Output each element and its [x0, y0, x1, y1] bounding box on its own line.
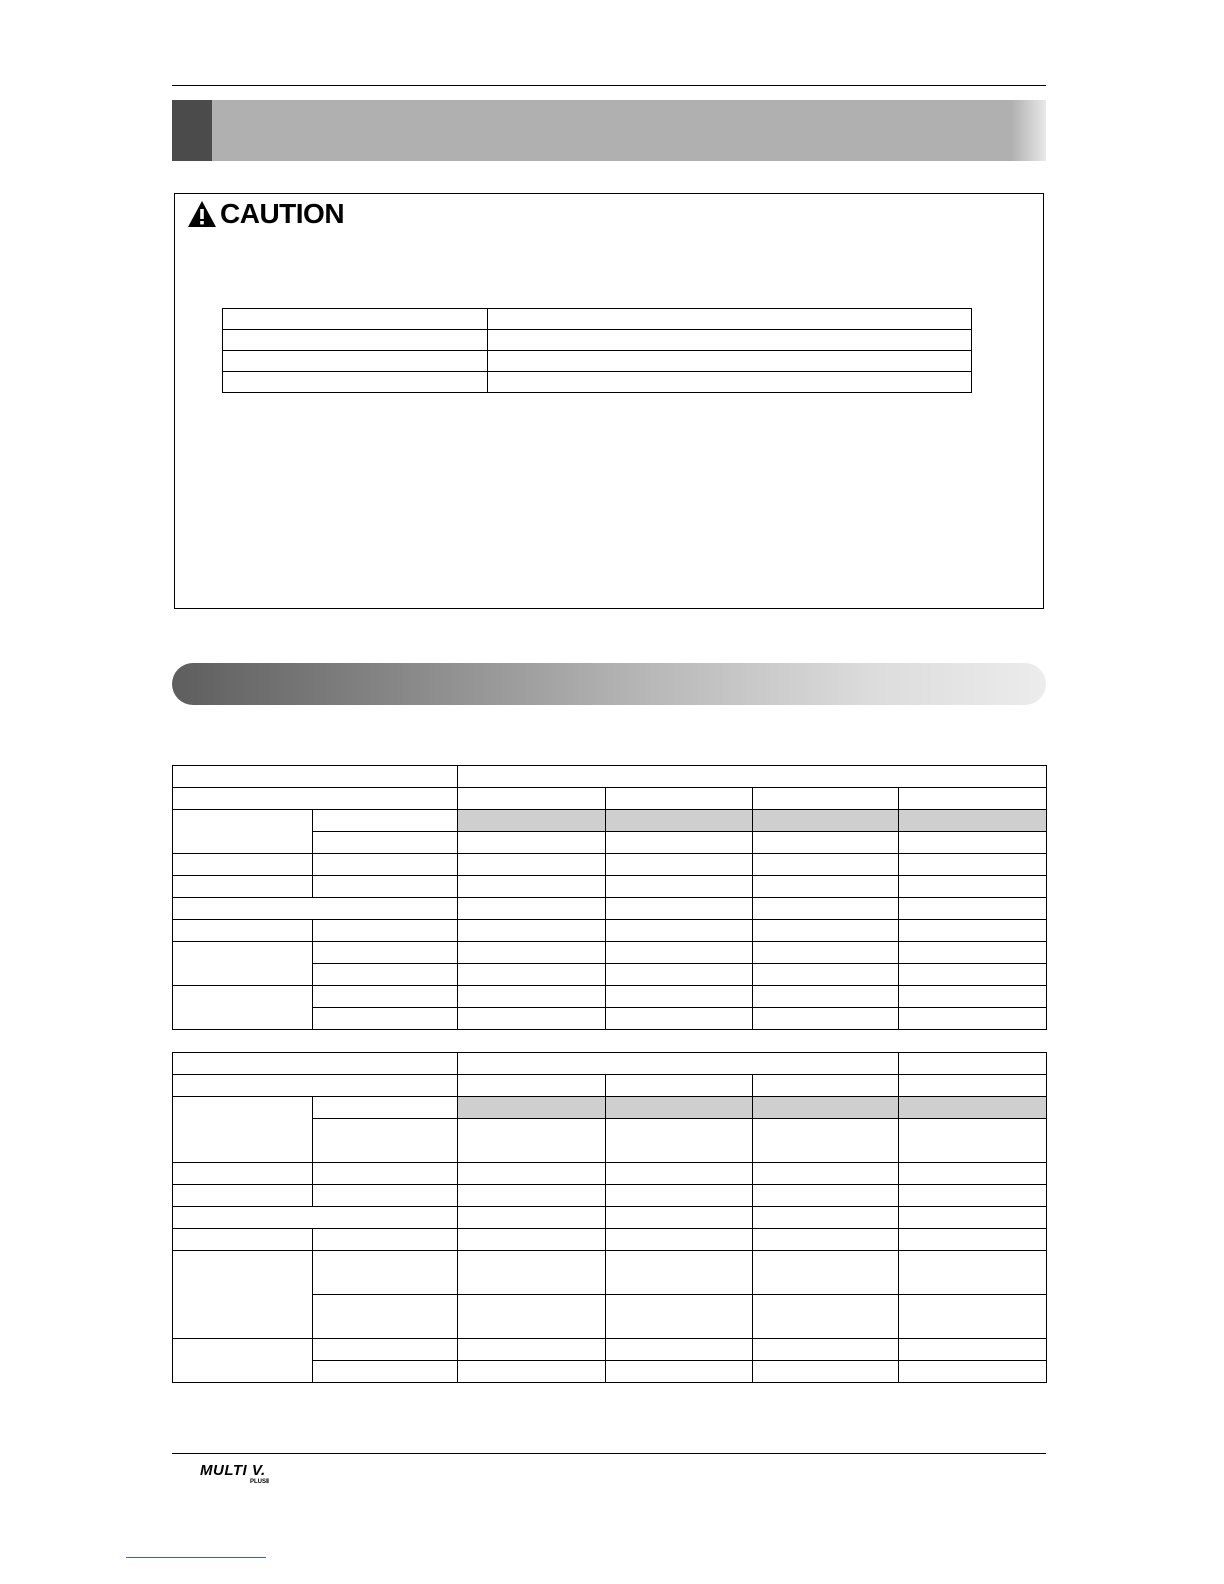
table-shaded-cell [899, 1097, 1047, 1119]
table-cell [899, 832, 1047, 854]
table-row-label [173, 1185, 313, 1207]
table-cell [899, 1008, 1047, 1030]
table-row-label [173, 1163, 313, 1185]
table-cell [606, 1295, 753, 1339]
table-cell [753, 832, 899, 854]
table-header-cell [173, 766, 458, 788]
table-cell [606, 1119, 753, 1163]
table-header-cell [458, 1053, 899, 1075]
table-cell [899, 854, 1047, 876]
table-cell [458, 1361, 606, 1383]
table-cell [458, 898, 606, 920]
table-cell [458, 1119, 606, 1163]
table-cell [313, 854, 458, 876]
bottom-rule [172, 1453, 1046, 1454]
table-cell [313, 1008, 458, 1030]
table-cell [606, 832, 753, 854]
table-row-label [173, 1251, 313, 1339]
table-cell [899, 942, 1047, 964]
table-model-cell [753, 788, 899, 810]
table-cell [313, 986, 458, 1008]
table-cell [313, 1361, 458, 1383]
spec-table-1 [172, 765, 1047, 1030]
table-cell [899, 1207, 1047, 1229]
table-cell [606, 942, 753, 964]
caution-table-cell [488, 330, 972, 351]
table-cell [313, 1251, 458, 1295]
table-cell [458, 854, 606, 876]
table-cell [606, 898, 753, 920]
table-cell [606, 1163, 753, 1185]
table-cell [899, 920, 1047, 942]
table-cell [899, 1251, 1047, 1295]
table-cell [313, 876, 458, 898]
table-row-label [173, 1097, 313, 1163]
table-cell [313, 942, 458, 964]
table-cell [458, 1207, 606, 1229]
table-row-label [173, 854, 313, 876]
table-row-label [173, 920, 313, 942]
table-cell [606, 920, 753, 942]
table-cell [899, 1361, 1047, 1383]
caution-table-cell [488, 372, 972, 393]
caution-table-cell [223, 372, 488, 393]
table-model-cell [606, 788, 753, 810]
caution-label: CAUTION [220, 198, 345, 229]
table-cell [313, 810, 458, 832]
table-cell [313, 1097, 458, 1119]
table-cell [458, 832, 606, 854]
table-cell [753, 1339, 899, 1361]
section-title-band [172, 100, 1046, 161]
table-cell [753, 1119, 899, 1163]
footer-link-underline[interactable] [126, 1557, 266, 1558]
table-model-cell [753, 1075, 899, 1097]
table-row-label [173, 898, 458, 920]
section-title-marker [172, 100, 212, 161]
table-cell [606, 986, 753, 1008]
table-cell [753, 854, 899, 876]
caution-table-cell [223, 330, 488, 351]
table-shaded-cell [899, 810, 1047, 832]
table-cell [753, 1185, 899, 1207]
table-cell [899, 964, 1047, 986]
table-model-cell [458, 788, 606, 810]
table-row-label [173, 986, 313, 1030]
table-cell [899, 1339, 1047, 1361]
table-header-cell [173, 1053, 458, 1075]
table-cell [458, 1251, 606, 1295]
table-row-label [173, 1207, 458, 1229]
table-cell [606, 1207, 753, 1229]
table-cell [606, 1361, 753, 1383]
table-cell [313, 1295, 458, 1339]
table-cell [313, 1119, 458, 1163]
table-cell [753, 920, 899, 942]
table-row-label [173, 876, 313, 898]
table-cell [753, 1361, 899, 1383]
table-shaded-cell [606, 1097, 753, 1119]
table-cell [458, 1185, 606, 1207]
logo-main-text: MULTI V. [200, 1462, 266, 1479]
table-cell [753, 1008, 899, 1030]
table-cell [753, 942, 899, 964]
table-cell [753, 1163, 899, 1185]
table-row-label [173, 1339, 313, 1383]
table-row-label [173, 1229, 313, 1251]
table-cell [458, 1339, 606, 1361]
table-cell [899, 1163, 1047, 1185]
table-cell [313, 1185, 458, 1207]
section-heading-pill [172, 663, 1046, 705]
table-row-label [173, 942, 313, 986]
table-cell [899, 1185, 1047, 1207]
caution-table [222, 308, 972, 393]
table-cell [606, 876, 753, 898]
caution-table-cell [223, 309, 488, 330]
table-cell [173, 1075, 458, 1097]
table-cell [313, 832, 458, 854]
table-model-cell [899, 1075, 1047, 1097]
table-cell [899, 898, 1047, 920]
table-cell [899, 876, 1047, 898]
table-cell [753, 898, 899, 920]
table-cell [606, 964, 753, 986]
table-cell [753, 876, 899, 898]
multi-v-plus-logo [200, 1462, 280, 1488]
top-rule [172, 85, 1046, 86]
table-cell [458, 964, 606, 986]
table-cell [753, 1229, 899, 1251]
table-cell [899, 1119, 1047, 1163]
table-shaded-cell [458, 810, 606, 832]
spec-table-2 [172, 1052, 1047, 1383]
table-cell [458, 1163, 606, 1185]
caution-box [174, 193, 1044, 609]
table-shaded-cell [753, 1097, 899, 1119]
table-cell [606, 854, 753, 876]
table-cell [313, 964, 458, 986]
table-cell [458, 1008, 606, 1030]
table-cell [753, 1295, 899, 1339]
table-model-cell [458, 1075, 606, 1097]
table-cell [606, 1008, 753, 1030]
table-cell [313, 920, 458, 942]
caution-heading [187, 197, 344, 231]
table-cell [753, 1207, 899, 1229]
table-model-cell [899, 788, 1047, 810]
table-cell [458, 876, 606, 898]
table-shaded-cell [606, 810, 753, 832]
table-cell [313, 1229, 458, 1251]
table-cell [606, 1339, 753, 1361]
table-shaded-cell [458, 1097, 606, 1119]
table-row-label [173, 810, 313, 854]
table-cell [313, 1339, 458, 1361]
warning-triangle-icon [187, 200, 217, 228]
table-cell [753, 964, 899, 986]
table-cell [313, 1163, 458, 1185]
table-cell [458, 986, 606, 1008]
table-header-cell [899, 1053, 1047, 1075]
table-cell [458, 942, 606, 964]
table-shaded-cell [753, 810, 899, 832]
logo-sub-text: PLUSⅡ [250, 1479, 269, 1485]
table-cell [753, 986, 899, 1008]
table-cell [458, 1295, 606, 1339]
table-header-cell [458, 766, 1047, 788]
table-cell [458, 1229, 606, 1251]
table-model-cell [606, 1075, 753, 1097]
table-cell [173, 788, 458, 810]
table-cell [606, 1251, 753, 1295]
caution-table-cell [223, 351, 488, 372]
table-cell [606, 1229, 753, 1251]
caution-table-cell [488, 351, 972, 372]
table-cell [753, 1251, 899, 1295]
table-cell [606, 1185, 753, 1207]
table-cell [899, 1229, 1047, 1251]
caution-table-cell [488, 309, 972, 330]
table-cell [899, 1295, 1047, 1339]
table-cell [458, 920, 606, 942]
table-cell [899, 986, 1047, 1008]
